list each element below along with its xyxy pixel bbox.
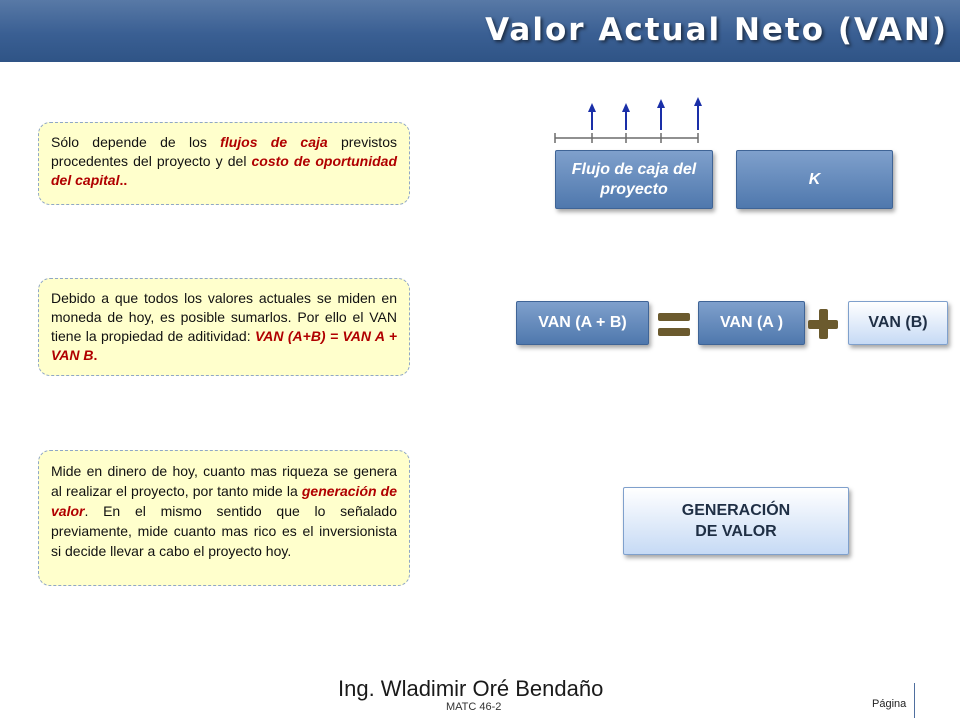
equals-icon — [658, 311, 692, 339]
text3-part1: Mide en dinero de hoy, cuanto mas riqueza se genera al realizar el proyecto, por tanto mide la — [51, 463, 397, 499]
cash-flow-arrow-icon — [622, 103, 630, 130]
course-code: MATC 46-2 — [446, 701, 502, 713]
text2-formula: VAN (A+B) = VAN A + VAN B — [51, 328, 397, 363]
k-box: K — [736, 150, 893, 209]
van-b-box: VAN (B) — [848, 301, 948, 345]
cash-flow-arrow-icon — [657, 99, 665, 130]
value-generation-box — [623, 487, 849, 555]
textbox-cash-flows — [38, 122, 410, 205]
textbox-additivity — [38, 278, 410, 376]
text2-part2: . — [93, 347, 98, 363]
text3-part2: . En el mismo sentido que lo señalado previamente, mide cuanto mas rico es el inversionista si decide llevar a cabo el proyecto hoy. — [51, 503, 397, 559]
text1-part1: Sólo depende de los — [51, 134, 221, 150]
textbox-value-generation — [38, 450, 410, 586]
page-label: Página — [872, 698, 907, 710]
van-ab-box: VAN (A + B) — [516, 301, 649, 345]
value-generation-line1: GENERACIÓN — [681, 502, 791, 519]
value-generation-line2: DE VALOR — [695, 523, 777, 540]
van-a-box: VAN (A ) — [698, 301, 805, 345]
plus-icon — [808, 309, 838, 339]
footer-divider — [914, 683, 915, 718]
cash-flow-arrow-icon — [694, 97, 702, 130]
slide-title: Valor Actual Neto (VAN) — [485, 12, 948, 48]
title-bar — [0, 0, 960, 62]
author-name: Ing. Wladimir Oré Bendaño — [338, 676, 604, 701]
text1-part3: .. — [119, 172, 128, 188]
text1-emphasis-flows: flujos de caja — [220, 134, 328, 150]
cash-flow-arrow-icon — [588, 103, 596, 130]
cash-flow-box: Flujo de caja del proyecto — [555, 150, 713, 209]
cash-flow-diagram — [550, 95, 710, 145]
text1-emphasis-cost: costo de oportunidad del capital — [51, 153, 397, 188]
text1-part2: previstos procedentes del proyecto y del — [51, 134, 397, 169]
text2-part1: Debido a que todos los valores actuales se miden en moneda de hoy, es posible sumarlos. Por ello el VAN tiene la propiedad de aditividad: — [51, 290, 397, 344]
text3-emphasis: generación de valor — [51, 483, 398, 519]
